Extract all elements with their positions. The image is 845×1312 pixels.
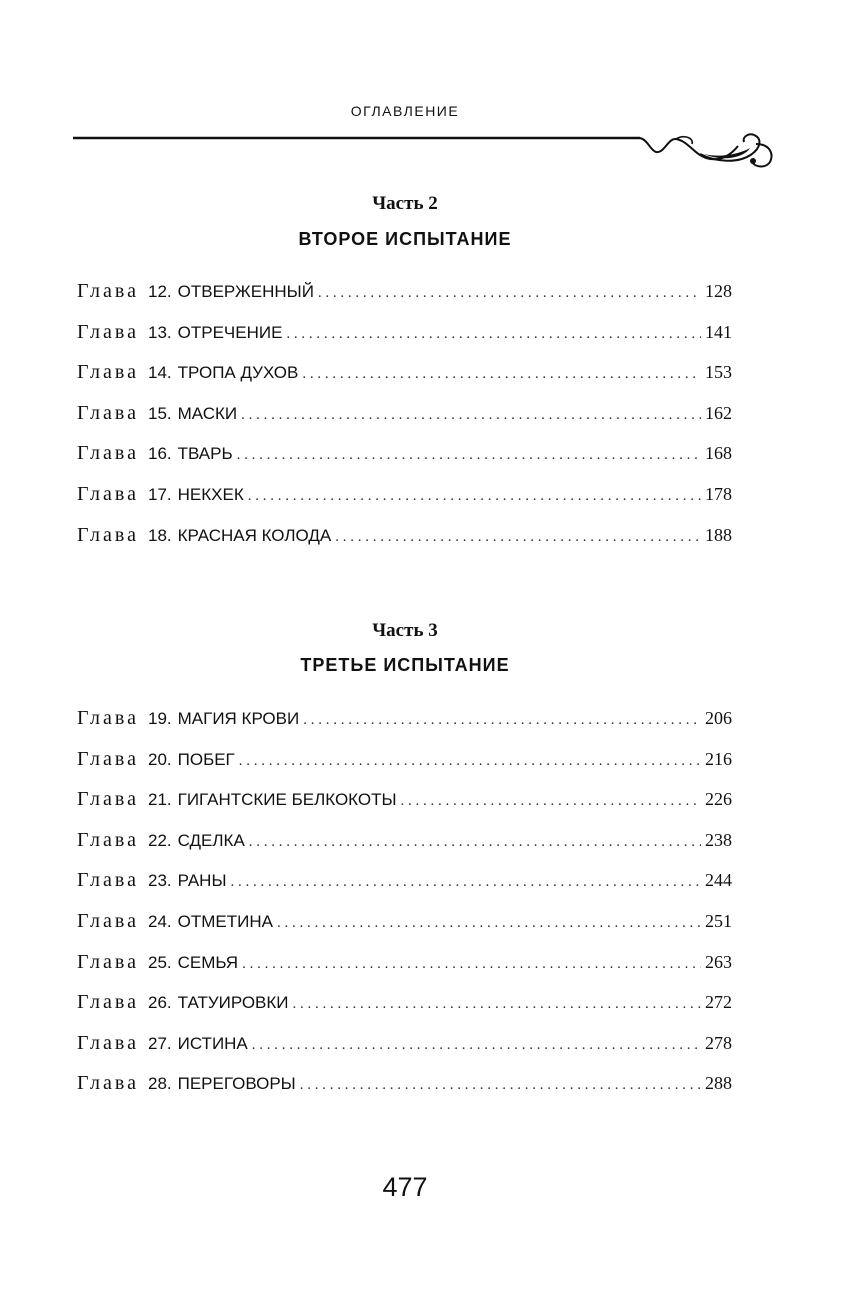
chapter-title: ТВАРЬ [177,444,233,464]
page-number: 477 [382,1172,428,1202]
chapter-number: 22. [147,830,172,850]
part-3-number: Часть 3 [372,620,438,641]
chapter-title: НЕКХЕК [177,484,244,504]
dot-leader [300,1077,701,1094]
chapter-number: 23. [147,871,172,891]
toc-entry[interactable] [77,1072,732,1113]
chapter-page: 141 [705,321,732,342]
chapter-number: 21. [147,790,172,810]
chapter-title: ИСТИНА [177,1033,248,1053]
chapter-page: 188 [705,524,732,545]
chapter-label: Глава [77,1072,139,1095]
chapter-label: Глава [77,482,139,505]
chapter-label: Глава [77,320,139,343]
chapter-title: ОТРЕЧЕНИЕ [177,322,283,342]
chapter-title: МАГИЯ КРОВИ [177,709,300,728]
part-3-title: ТРЕТЬЕ ИСПЫТАНИЕ [300,655,510,675]
chapter-page: 162 [705,402,732,423]
chapter-title: ОТМЕТИНА [177,911,273,931]
dot-leader [401,793,701,810]
chapter-page: 168 [705,443,732,464]
chapter-label: Глава [77,361,139,384]
toc-entry[interactable] [77,869,732,910]
chapter-label: Глава [77,401,139,424]
dot-leader [252,1037,701,1054]
flourish-divider-icon [0,124,845,194]
chapter-title: ПОБЕГ [177,749,235,769]
part-2-number: Часть 2 [372,193,438,214]
chapter-number: 24. [147,911,172,931]
dot-leader [277,915,701,932]
chapter-number: 17. [147,484,172,504]
chapter-page: 278 [705,1032,732,1053]
toc-entry[interactable] [77,951,732,992]
chapter-number: 13. [147,322,172,342]
dot-leader [335,529,701,546]
chapter-label: Глава [77,523,139,546]
chapter-title: РАНЫ [177,871,227,891]
chapter-label: Глава [77,707,139,729]
dot-leader [231,874,702,891]
chapter-label: Глава [77,828,139,851]
toc-entry[interactable] [77,991,732,1032]
chapter-page: 178 [705,483,732,504]
toc-entry[interactable] [77,361,732,402]
chapter-title: СДЕЛКА [177,830,245,850]
chapter-number: 20. [147,749,172,769]
chapter-label: Глава [77,747,139,770]
chapter-number: 16. [147,444,172,464]
chapter-page: 206 [705,708,732,728]
chapter-title: КРАСНАЯ КОЛОДА [177,525,332,545]
chapter-label: Глава [77,950,139,973]
toc-entry[interactable] [77,442,732,483]
chapter-number: 14. [147,363,172,383]
chapter-number: 25. [147,952,172,972]
dot-leader [249,834,701,851]
chapter-title: МАСКИ [177,403,238,423]
part-3-chapter-list [77,707,732,1113]
dot-leader [237,447,701,464]
toc-entry[interactable] [77,829,732,870]
toc-entry[interactable] [77,788,732,829]
chapter-number: 27. [147,1033,172,1053]
chapter-label: Глава [77,788,139,811]
part-2-title: ВТОРОЕ ИСПЫТАНИЕ [298,229,512,249]
dot-leader [303,712,701,729]
toc-entry[interactable] [77,524,732,565]
dot-leader [241,407,701,424]
chapter-number: 26. [147,993,172,1013]
chapter-title: СЕМЬЯ [177,952,239,972]
chapter-page: 288 [705,1073,732,1094]
chapter-page: 226 [705,789,732,810]
chapter-title: ТАТУИРОВКИ [177,993,289,1013]
chapter-title: ТРОПА ДУХОВ [177,363,299,383]
chapter-page: 263 [705,951,732,972]
chapter-page: 244 [705,870,732,891]
dot-leader [318,285,701,302]
chapter-number: 28. [147,1074,172,1094]
toc-entry[interactable] [77,910,732,951]
toc-entry[interactable] [77,748,732,789]
chapter-label: Глава [77,442,139,465]
dot-leader [302,366,701,383]
toc-entry[interactable] [77,707,732,748]
chapter-label: Глава [77,280,139,302]
chapter-page: 251 [705,910,732,931]
chapter-label: Глава [77,1031,139,1054]
dot-leader [248,488,701,505]
dot-leader [242,956,701,973]
chapter-title: ГИГАНТСКИЕ БЕЛКОКОТЫ [177,790,397,810]
running-head: ОГЛАВЛЕНИЕ [350,103,460,119]
chapter-number: 15. [147,403,172,423]
chapter-page: 238 [705,829,732,850]
dot-leader [286,326,701,343]
chapter-page: 128 [705,281,732,301]
chapter-page: 216 [705,748,732,769]
chapter-label: Глава [77,909,139,932]
toc-entry[interactable] [77,321,732,362]
chapter-number: 12. [147,282,172,301]
toc-entry[interactable] [77,483,732,524]
toc-entry[interactable] [77,402,732,443]
chapter-page: 272 [705,992,732,1013]
dot-leader [293,996,701,1013]
chapter-label: Глава [77,991,139,1014]
dot-leader [239,753,701,770]
chapter-page: 153 [705,362,732,383]
part-2-chapter-list [77,280,732,564]
toc-entry[interactable] [77,1032,732,1073]
chapter-title: ОТВЕРЖЕННЫЙ [177,282,314,301]
chapter-number: 19. [147,709,172,728]
chapter-label: Глава [77,869,139,892]
chapter-number: 18. [147,525,172,545]
toc-entry[interactable] [77,280,732,321]
chapter-title: ПЕРЕГОВОРЫ [177,1074,296,1094]
